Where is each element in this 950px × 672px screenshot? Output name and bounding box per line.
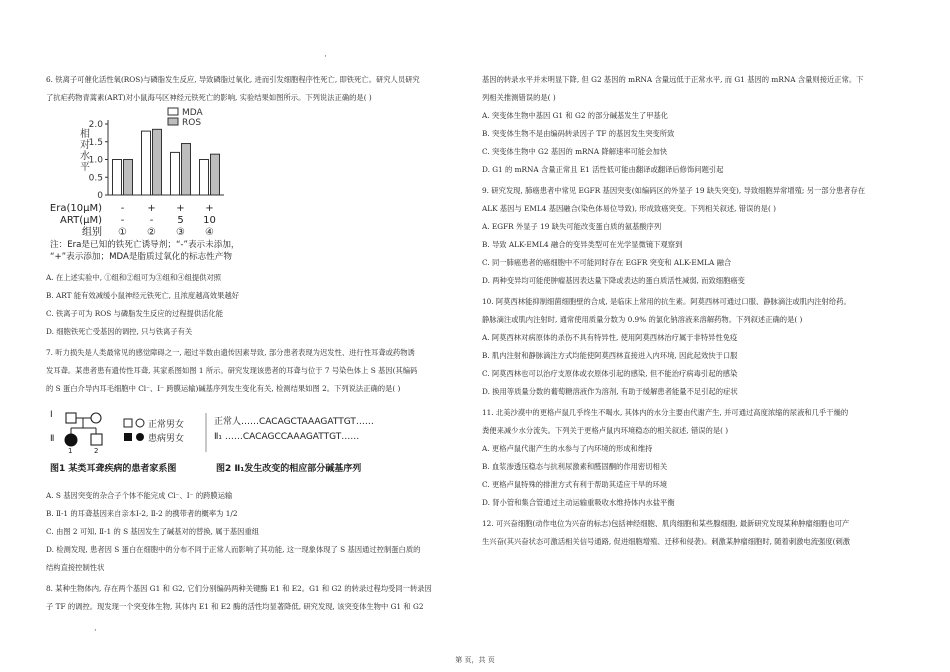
q11-option-b: B. 血浆渗透压稳态与抗利尿激素和醛固酮的作用密切相关: [482, 462, 668, 471]
top-mark: ·: [324, 52, 327, 62]
q9-option-b: B. 导致 ALK-EML4 融合的变异类型可在光学显微镜下观察到: [482, 240, 683, 249]
q7-line-2: 发耳聋。某患者患有遗传性耳聋, 其家系图如图 1 所示。研究发现该患者的耳聋与位于 7 号染色体上 S 基因(其编码: [46, 366, 418, 375]
q6-option-a: A. 在上述实验中, ①组和②组可为③组和④组提供对照: [46, 273, 222, 282]
gen2-male-2: [91, 434, 102, 445]
q7-option-d-cont: 结构直接控制性状: [46, 563, 105, 572]
row-value: 5: [177, 215, 184, 226]
legend-normal-female: [136, 419, 144, 427]
gen1-male-1: [66, 413, 76, 423]
patient-sequence: Ⅱ₁ ……CACAGCCAAAGATTGT……: [214, 432, 360, 442]
bar-ros-4: [211, 154, 220, 195]
row-value: -: [120, 203, 125, 214]
page-footer: 第 页，共 页: [455, 656, 495, 664]
y-axis-label: 水: [80, 151, 90, 162]
q8-line-1: 8. 某种生物体内, 存在两个基因 G1 和 G2, 它们分别编码两种关键酶 E1 和 E2。G1 和 G2 的转录过程均受同一转录因: [46, 584, 432, 593]
row-value: ③: [176, 227, 185, 238]
q12-line-1: 12. 可兴奋细胞(动作电位为兴奋的标志)包括神经细胞、肌肉细胞和某些腺细胞, 最新研究发现某种肿瘤细胞也可产: [482, 519, 850, 528]
chart-note-1: 注：Era是已知的铁死亡诱导剂；“-”表示未添加，: [50, 240, 240, 250]
legend-affected-female: [136, 433, 144, 441]
bar-ros-3: [182, 144, 191, 195]
row-label-1: Era(10μM): [49, 203, 102, 214]
legend-affected-male: [124, 433, 132, 441]
bar-mda-4: [200, 160, 209, 196]
q12-line-2: 生兴奋(其兴奋状态可激活相关信号通路, 促进细胞增殖、迁移和侵袭)。刺激某肿瘤细胞时, 随着刺激电流强度(刺激: [482, 537, 851, 546]
y-axis-label: 平: [80, 162, 90, 173]
gen2-affected-female-1: [65, 434, 77, 446]
q6-option-c: C. 铁离子可为 ROS 与磷脂发生反应的过程提供活化能: [46, 309, 224, 318]
gen2-ind-2: 2: [94, 447, 99, 455]
q8-line-2: 子 TF 的调控。现发现一个突变体生物, 其体内 E1 和 E2 酶的活性均显著降低, 研究发现, 该突变体生物中 G1 和 G2: [46, 602, 424, 611]
gen2-label: Ⅱ: [50, 434, 55, 444]
y-axis-label: 对: [80, 140, 90, 151]
row-value: ④: [205, 227, 214, 238]
row-value: +: [176, 203, 185, 214]
q8-option-c: C. 突变体生物中 G2 基因的 mRNA 降解速率可能会加快: [482, 147, 668, 156]
y-tick-label: 0: [97, 191, 103, 201]
q7-option-d: D. 检测发现, 患者因 S 蛋白在细胞中的分布不同于正常人而影响了其功能, 这一现象体现了 S 基因通过控制蛋白质的: [46, 545, 421, 554]
bar-ros-1: [124, 160, 133, 196]
gen1-label: Ⅰ: [50, 410, 53, 420]
q7-option-a: A. S 基因突变的杂合子个体不能完成 Cl⁻、I⁻ 的跨膜运输: [46, 491, 233, 500]
row-label-2: ART(μM): [60, 215, 102, 226]
q6-line-1: 6. 铁离子可催化活性氧(ROS)与磷脂发生反应, 导致磷脂过氧化, 进而引发细胞程序性死亡, 即铁死亡。研究人员研究: [46, 75, 420, 84]
bar-ros-2: [153, 129, 162, 195]
q9-option-d: D. 两种变异均可能使肿瘤基因表达量下降或表达的蛋白质活性减弱, 而致细胞癌变: [482, 276, 745, 285]
q8-option-a: A. 突变体生物中基因 G1 和 G2 的部分碱基发生了甲基化: [482, 111, 669, 120]
row-value: ②: [147, 227, 156, 238]
y-tick-label: 1.5: [88, 137, 103, 148]
q10-line-2: 静脉滴注或肌内注射时, 通常使用质量分数为 0.9% 的氯化钠溶液来溶解药物。下列叙述正确的是( ): [482, 315, 803, 324]
q10-line-1: 10. 阿莫西林能抑制细菌细胞壁的合成, 是临床上常用的抗生素。阿莫西林可通过口服、静脉滴注或肌内注射给药。: [482, 297, 851, 306]
q9-line-1: 9. 研究发现, 肺癌患者中常见 EGFR 基因突变(如编码区的外显子 19 缺失突变), 导致细胞异常增殖; 另一部分患者存在: [482, 186, 866, 195]
legend-ros-label: ROS: [182, 118, 202, 128]
bar-mda-1: [113, 160, 122, 196]
q7-line-3: 的 S 蛋白介导内耳毛细胞中 Cl⁻、I⁻ 跨膜运输)碱基序列发生变化有关, 检测结果如图 2。下列说法正确的是( ): [46, 384, 401, 393]
bar-mda-3: [171, 152, 180, 195]
q6-option-b: B. ART 能有效减缓小鼠神经元铁死亡, 且浓度越高效果越好: [46, 291, 239, 300]
q9-option-c: C. 同一肺癌患者的癌细胞中不可能同时存在 EGFR 突变和 ALK-EMLA 融合: [482, 258, 732, 267]
q8-option-b: B. 突变体生物不是由编码转录因子 TF 的基因发生突变所致: [482, 129, 675, 138]
row-value: +: [205, 203, 214, 214]
y-tick-label: 0.5: [88, 173, 103, 184]
row-value: -: [149, 215, 154, 226]
bar-mda-2: [142, 131, 151, 195]
normal-sequence: 正常人……CACAGCTAAAGATTGT……: [214, 417, 374, 427]
q11-option-d: D. 肾小管和集合管通过主动运输重吸收水维持体内水盐平衡: [482, 498, 675, 507]
q6-option-d: D. 细胞铁死亡受基因的调控, 只与铁离子有关: [46, 327, 193, 336]
row-value: +: [147, 203, 156, 214]
row-value: ①: [118, 227, 127, 238]
q11-option-a: A. 更格卢鼠代谢产生的水参与了内环境的形成和维持: [482, 444, 653, 453]
q11-line-1: 11. 北美沙漠中的更格卢鼠几乎终生不喝水, 其体内的水分主要由代谢产生, 并可通过高度浓缩的尿液和几乎干燥的: [482, 408, 849, 417]
figure1-caption: 图1 某类耳聋疾病的患者家系图: [50, 464, 177, 474]
y-tick-label: 2.0: [88, 120, 103, 130]
q10-option-c: C. 阿莫西林也可以治疗支原体或衣原体引起的感染, 但不能治疗病毒引起的感染: [482, 369, 738, 378]
pedigree-figure: [46, 410, 446, 476]
legend-ros-swatch: [168, 118, 178, 125]
gen1-female-2: [91, 413, 101, 423]
q10-option-b: B. 肌内注射和静脉滴注方式均能使阿莫西林直接进入内环境, 因此起效快于口服: [482, 351, 738, 360]
q10-option-d: D. 换用等质量分数的葡萄糖溶液作为溶剂, 有助于缓解患者能量不足引起的症状: [482, 387, 738, 396]
legend-normal-label: 正常男女: [148, 420, 185, 430]
gen2-ind-1: 1: [68, 447, 73, 455]
bottom-mark: ·: [94, 626, 97, 636]
row-label-3: 组别: [82, 227, 102, 238]
legend-normal-male: [124, 419, 132, 427]
q7-option-c: C. 由图 2 可知, Ⅱ-1 的 S 基因发生了碱基对的替换, 属于基因重组: [46, 527, 260, 536]
legend-mda-label: MDA: [182, 108, 203, 118]
q8-cont-1: 基因的转录水平并未明显下降, 但 G2 基因的 mRNA 含量远低于正常水平, 而 G1 基因的 mRNA 含量则接近正常。下: [482, 75, 864, 84]
chart-note-2: “+”表示添加；MDA是脂质过氧化的标志性产物: [50, 252, 232, 262]
q8-option-d: D. G1 的 mRNA 含量正常且 E1 活性低可能由翻译或翻译后修饰问题引起: [482, 165, 724, 174]
q8-cont-2: 列相关推测错误的是( ): [482, 93, 556, 102]
q10-option-a: A. 阿莫西林对病原体的杀伤不具有特异性, 使用阿莫西林治疗属于非特异性免疫: [482, 333, 738, 342]
y-axis-label: 相: [80, 129, 90, 140]
q7-option-b: B. Ⅱ-1 的耳聋基因来自亲本Ⅰ-2, Ⅱ-2 的携带者的概率为 1/2: [46, 509, 238, 518]
y-tick-label: 1.0: [88, 155, 103, 166]
row-value: -: [120, 215, 125, 226]
q7-line-1: 7. 听力损失是人类最常见的感觉障碍之一, 超过半数由遗传因素导致, 部分患者表现为迟发性、进行性耳聋或药物诱: [46, 348, 415, 357]
legend-mda-swatch: [168, 108, 178, 115]
figure2-caption: 图2 Ⅱ₁发生改变的相应部分碱基序列: [216, 464, 362, 474]
legend-affected-label: 患病男女: [148, 434, 185, 444]
q11-line-2: 粪便来减少水分流失。下列关于更格卢鼠内环境稳态的相关叙述, 错误的是( ): [482, 426, 729, 435]
q6-line-2: 了抗疟药物青蒿素(ART)对小鼠海马区神经元铁死亡的影响, 实验结果如图所示。下列说法正确的是( ): [46, 93, 372, 102]
row-value: 10: [203, 215, 216, 226]
q9-line-2: ALK 基因与 EML4 基因融合(染色体易位导致), 形成致癌突变。下列相关叙述, 错误的是( ): [482, 204, 776, 213]
q11-option-c: C. 更格卢鼠特殊的排泄方式有利于帮助其适应干旱的环境: [482, 480, 668, 489]
q9-option-a: A. EGFR 外显子 19 缺失可能改变蛋白质的氨基酸序列: [482, 222, 662, 231]
